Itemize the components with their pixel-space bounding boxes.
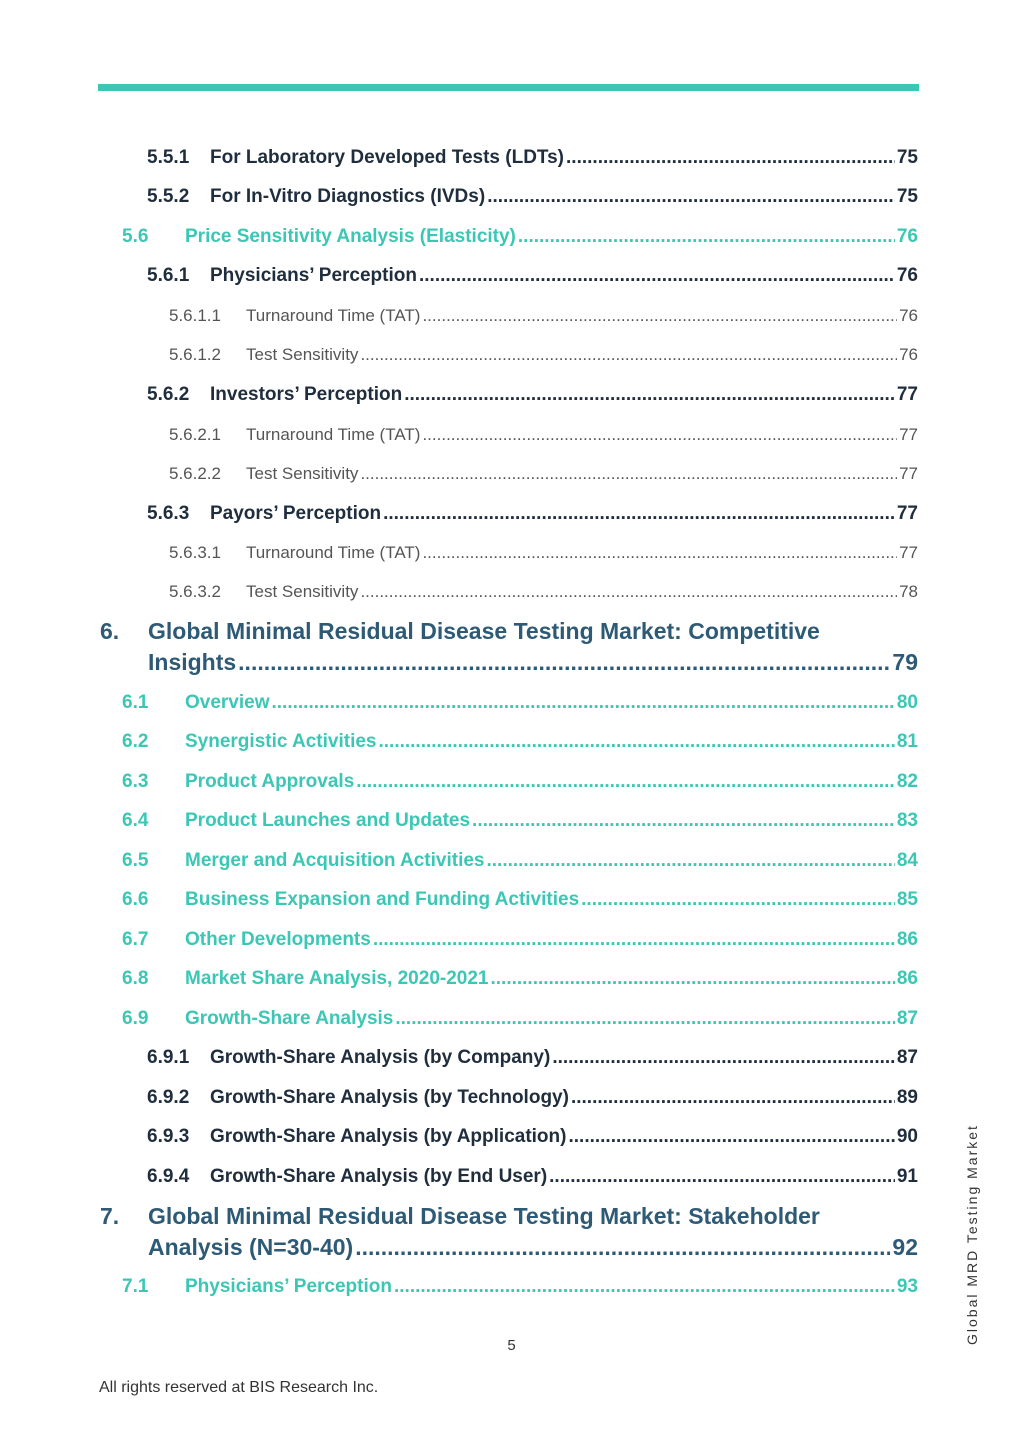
toc-entry-page: 77 (896, 384, 918, 405)
toc-entry-title: Payors’ Perception (210, 503, 382, 524)
dot-leader (383, 503, 895, 525)
toc-entry-page: 76 (896, 226, 918, 247)
toc-entry-title: Growth-Share Analysis (185, 1008, 394, 1029)
toc-entry-number: 5.6.2.2 (169, 464, 221, 483)
toc-entry-title: Test Sensitivity (246, 345, 359, 364)
dot-leader (571, 1087, 895, 1109)
toc-entry-6-9-1[interactable] (147, 1047, 918, 1069)
dot-leader (552, 1047, 895, 1069)
toc-entry-6-9-2[interactable] (147, 1087, 918, 1109)
dot-leader (422, 543, 897, 563)
toc-entry-title: Merger and Acquisition Activities (185, 850, 485, 871)
dot-leader (394, 1276, 895, 1298)
side-report-title: Global MRD Testing Market (964, 1124, 980, 1345)
toc-entry-title: Physicians’ Perception (210, 265, 417, 286)
dot-leader (487, 186, 895, 208)
toc-entry-number: 6.9.4 (147, 1166, 190, 1187)
toc-entry-page: 86 (896, 968, 918, 989)
toc-entry-title: Test Sensitivity (246, 582, 359, 601)
dot-leader (355, 1234, 890, 1261)
toc-entry-number: 6.2 (122, 731, 149, 752)
toc-entry-page: 75 (896, 186, 918, 207)
dot-leader (486, 850, 894, 872)
toc-entry-5-6-2-2[interactable] (169, 464, 918, 484)
toc-entry-page: 92 (892, 1234, 918, 1260)
dot-leader (422, 306, 897, 326)
toc-entry-5-6-2-1[interactable] (169, 425, 918, 445)
dot-leader (373, 929, 895, 951)
toc-entry-page: 83 (896, 810, 918, 831)
dot-leader (272, 692, 895, 714)
dot-leader (360, 464, 897, 484)
toc-entry-6-6[interactable] (122, 889, 918, 911)
toc-entry-number: 5.6 (122, 226, 149, 247)
toc-entry-page: 77 (899, 425, 918, 444)
toc-entry-page: 77 (899, 543, 918, 562)
toc-entry-6-5[interactable] (122, 850, 918, 872)
toc-entry-number: 6.4 (122, 810, 149, 831)
toc-entry-page: 77 (896, 503, 918, 524)
page-number: 5 (507, 1337, 516, 1354)
dot-leader (568, 1126, 894, 1148)
toc-entry-title: Overview (185, 692, 270, 713)
dot-leader (360, 345, 897, 365)
toc-entry-title: Turnaround Time (TAT) (246, 306, 421, 325)
toc-entry-5-6-3-1[interactable] (169, 543, 918, 563)
dot-leader (360, 582, 897, 602)
toc-entry-title: Product Approvals (185, 771, 355, 792)
toc-entry-title: Growth-Share Analysis (by Technology) (210, 1087, 569, 1108)
toc-entry-number: 6.9.1 (147, 1047, 190, 1068)
toc-entry-6-9[interactable] (122, 1008, 918, 1030)
toc-entry-6-7[interactable] (122, 929, 918, 951)
toc-entry-6-3[interactable] (122, 771, 918, 793)
toc-entry-page: 81 (896, 731, 918, 752)
dot-leader (419, 265, 895, 287)
toc-entry-title: Global Minimal Residual Disease Testing Market: Competitive (148, 618, 820, 644)
toc-entry-page: 89 (896, 1087, 918, 1108)
toc-entry-title-continued: Analysis (N=30-40) (148, 1234, 354, 1260)
toc-entry-number: 6.6 (122, 889, 149, 910)
dot-leader (404, 384, 895, 406)
toc-entry-number: 5.6.2 (147, 384, 190, 405)
toc-entry-5-6-1-1[interactable] (169, 306, 918, 326)
dot-leader (518, 226, 895, 248)
toc-entry-page: 91 (896, 1166, 918, 1187)
toc-entry-page: 87 (896, 1047, 918, 1068)
toc-entry-title: Business Expansion and Funding Activities (185, 889, 580, 910)
toc-entry-title: Investors’ Perception (210, 384, 403, 405)
toc-entry-title-continued: Insights (148, 649, 237, 675)
toc-entry-5-5-2[interactable] (147, 186, 918, 208)
toc-entry-page: 85 (896, 889, 918, 910)
toc-chapter-7[interactable] (100, 1203, 918, 1267)
toc-entry-page: 76 (899, 345, 918, 364)
toc-entry-page: 84 (896, 850, 918, 871)
toc-entry-title: Turnaround Time (TAT) (246, 543, 421, 562)
toc-entry-title: Global Minimal Residual Disease Testing Market: Stakeholder (148, 1203, 820, 1229)
toc-entry-number: 5.6.2.1 (169, 425, 221, 444)
toc-entry-page: 82 (896, 771, 918, 792)
dot-leader (581, 889, 895, 911)
toc-entry-5-6-3[interactable] (147, 503, 918, 525)
toc-entry-page: 76 (896, 265, 918, 286)
toc-entry-number: 5.5.1 (147, 147, 190, 168)
toc-entry-title: Physicians’ Perception (185, 1276, 392, 1297)
dot-leader (566, 147, 895, 169)
toc-entry-5-6-1[interactable] (147, 265, 918, 287)
toc-entry-number: 6.9.3 (147, 1126, 190, 1147)
toc-entry-number: 5.6.3.1 (169, 543, 221, 562)
toc-entry-number: 5.6.1 (147, 265, 190, 286)
toc-entry-title: Turnaround Time (TAT) (246, 425, 421, 444)
dot-leader (422, 425, 897, 445)
toc-entry-number: 7. (100, 1203, 120, 1229)
toc-entry-5-6-1-2[interactable] (169, 345, 918, 365)
toc-entry-page: 79 (892, 649, 918, 675)
toc-entry-title: Other Developments (185, 929, 371, 950)
toc-entry-page: 80 (896, 692, 918, 713)
toc-chapter-6[interactable] (100, 618, 918, 682)
toc-entry-page: 87 (896, 1008, 918, 1029)
toc-entry-number: 6.5 (122, 850, 149, 871)
toc-entry-page: 86 (896, 929, 918, 950)
dot-leader (472, 810, 895, 832)
toc-entry-number: 5.5.2 (147, 186, 190, 207)
toc-entry-6-9-3[interactable] (147, 1126, 918, 1148)
toc-entry-page: 76 (899, 306, 918, 325)
toc-entry-number: 6.3 (122, 771, 149, 792)
toc-entry-title: Growth-Share Analysis (by Application) (210, 1126, 567, 1147)
toc-entry-number: 5.6.1.2 (169, 345, 221, 364)
toc-entry-number: 6.9.2 (147, 1087, 190, 1108)
dot-leader (549, 1166, 895, 1188)
toc-entry-title: Growth-Share Analysis (by End User) (210, 1166, 548, 1187)
toc-entry-5-6[interactable] (122, 226, 918, 248)
dot-leader (378, 731, 894, 753)
toc-entry-6-4[interactable] (122, 810, 918, 832)
toc-entry-page: 93 (896, 1276, 918, 1297)
toc-entry-number: 6.8 (122, 968, 149, 989)
dot-leader (395, 1008, 895, 1030)
toc-entry-6-2[interactable] (122, 731, 918, 753)
toc-entry-number: 6.1 (122, 692, 149, 713)
toc-entry-page: 77 (899, 464, 918, 483)
toc-entry-title: Market Share Analysis, 2020-2021 (185, 968, 489, 989)
toc-entry-title: Price Sensitivity Analysis (Elasticity) (185, 226, 516, 247)
toc-entry-number: 5.6.1.1 (169, 306, 221, 325)
toc-entry-number: 5.6.3.2 (169, 582, 221, 601)
toc-entry-5-6-2[interactable] (147, 384, 918, 406)
toc-entry-6-9-4[interactable] (147, 1166, 918, 1188)
toc-entry-title: Product Launches and Updates (185, 810, 471, 831)
toc-entry-6-1[interactable] (122, 692, 918, 714)
toc-entry-title: Synergistic Activities (185, 731, 377, 752)
dot-leader (356, 771, 895, 793)
dot-leader (238, 649, 890, 676)
toc-entry-7-1[interactable] (122, 1276, 918, 1298)
toc-entry-5-6-3-2[interactable] (169, 582, 918, 602)
toc-entry-5-5-1[interactable] (147, 147, 918, 169)
toc-entry-page: 90 (896, 1126, 918, 1147)
dot-leader (490, 968, 894, 990)
toc-entry-number: 6.7 (122, 929, 149, 950)
toc-entry-number: 6.9 (122, 1008, 149, 1029)
toc-entry-title: Test Sensitivity (246, 464, 359, 483)
footer-copyright: All rights reserved at BIS Research Inc. (99, 1379, 379, 1396)
toc-entry-page: 75 (896, 147, 918, 168)
toc-entry-number: 6. (100, 618, 120, 644)
toc-entry-title: Growth-Share Analysis (by Company) (210, 1047, 551, 1068)
toc-entry-number: 5.6.3 (147, 503, 190, 524)
toc-entry-page: 78 (899, 582, 918, 601)
toc-entry-6-8[interactable] (122, 968, 918, 990)
toc-entry-title: For In-Vitro Diagnostics (IVDs) (210, 186, 486, 207)
toc-entry-number: 7.1 (122, 1276, 149, 1297)
toc-entry-title: For Laboratory Developed Tests (LDTs) (210, 147, 565, 168)
